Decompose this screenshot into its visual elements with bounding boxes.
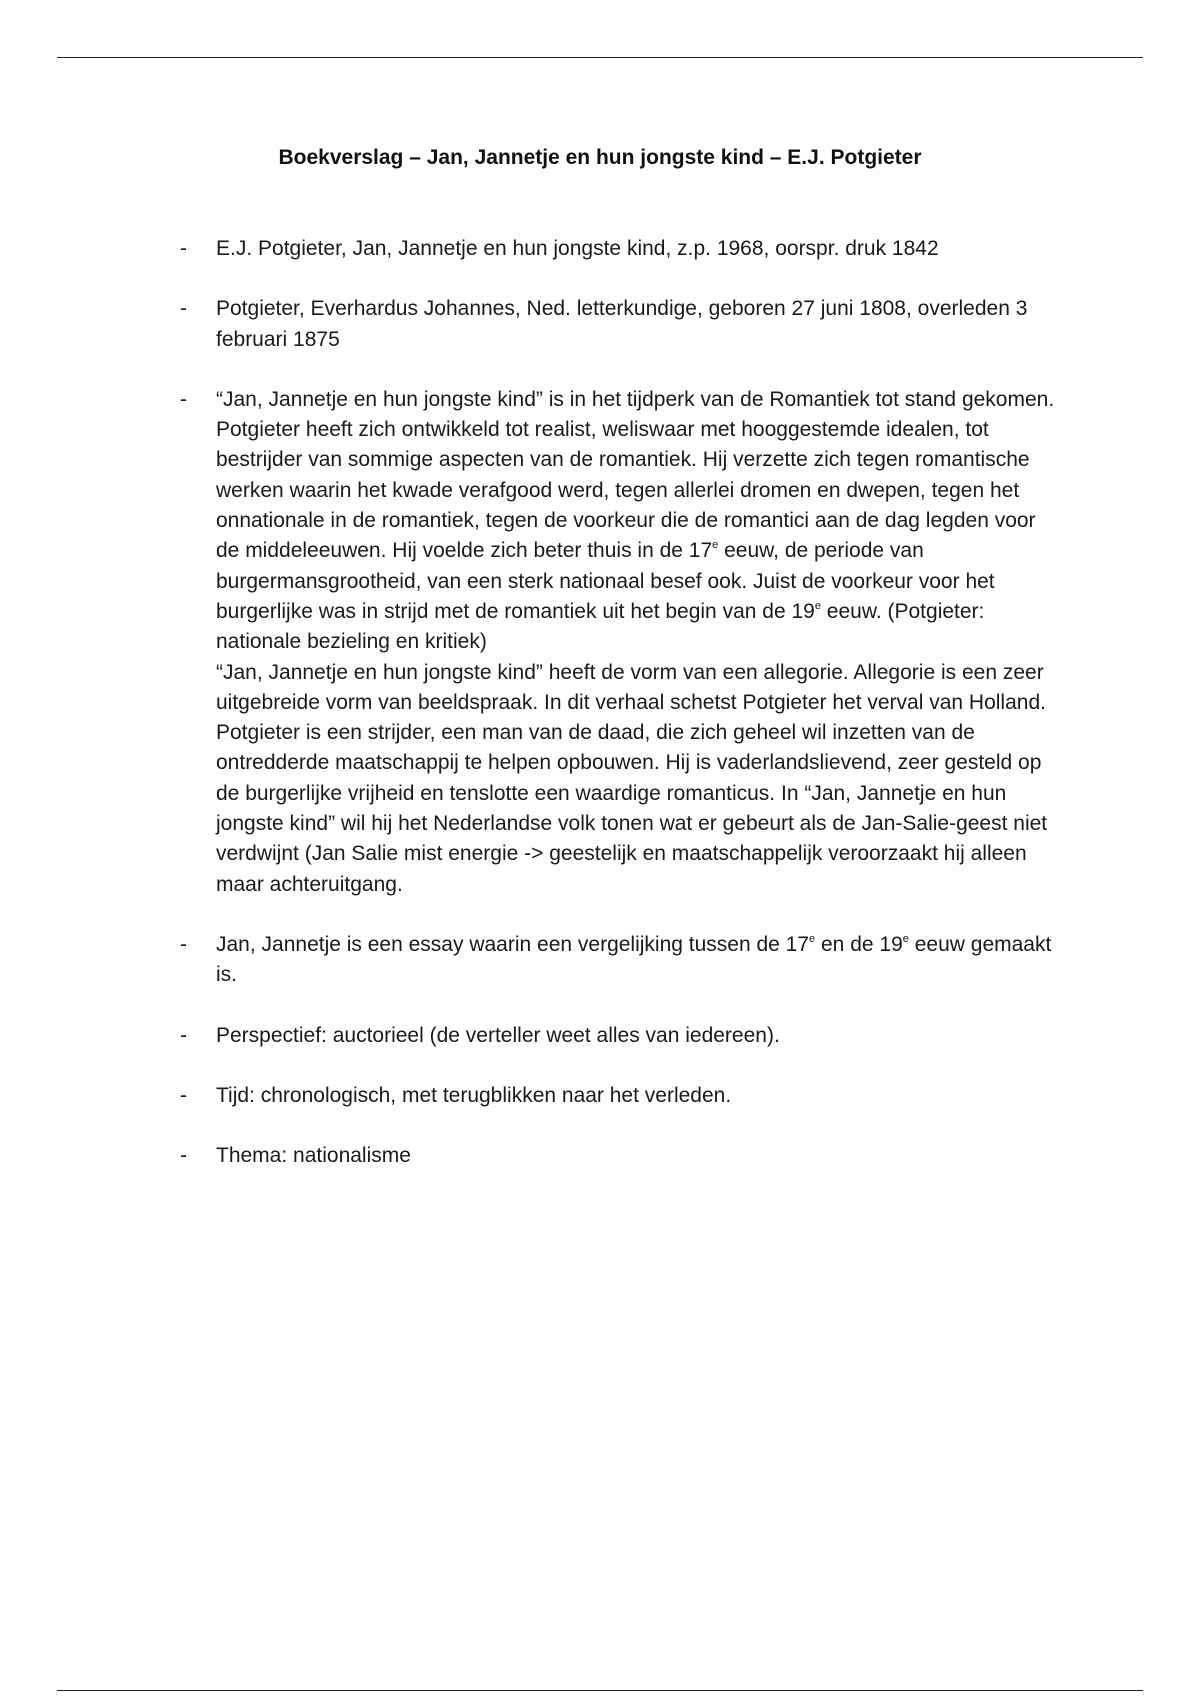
bullet-dash: -	[180, 297, 187, 321]
bullet-dash: -	[180, 1083, 187, 1107]
superscript: e	[712, 539, 719, 552]
document-title: Boekverslag – Jan, Jannetje en hun jongste kind – E.J. Potgieter	[278, 146, 922, 169]
superscript: e	[814, 599, 821, 612]
text-segment: Jan, Jannetje is een essay waarin een vergelijking tussen de 17	[216, 932, 810, 956]
item-paragraph: “Jan, Jannetje en hun jongste kind” heeft de vorm van een allegorie. Allegorie is een zeer uitgebreide vorm van beeldspraak. In dit verhaal schetst Potgieter het verval van Holland. Potgieter is een strijder, een man van de daad, die zich geheel wil inzetten van de ontredderde maatschappij te helpen opbouwen. Hij is vaderlandslievend, zeer gesteld op de burgerlijke vrijheid en tenslotte een waardige romanticus. In “Jan, Jannetje en hun jongste kind” wil hij het Nederlandse volk tonen wat er gebeurt als de Jan-Salie-geest niet verdwijnt (Jan Salie mist energie -> geestelijk en maatschappelijk veroorzaakt hij alleen maar achteruitgang.	[216, 660, 1048, 896]
list-item	[0, 930, 1200, 991]
text-segment: eeuw, de periode van burgermansgrootheid, van een sterk nationaal besef ook. Juist de voorkeur voor het burgerlijke was in strijd met de romantiek uit het begin van de 19	[216, 539, 995, 623]
superscript: e	[809, 932, 816, 945]
item-text: E.J. Potgieter, Jan, Jannetje en hun jongste kind, z.p. 1968, oorspr. druk 1842	[216, 237, 939, 260]
text-segment: en de 19	[815, 932, 903, 956]
list-item	[0, 1021, 1200, 1051]
bullet-dash: -	[180, 932, 187, 956]
item-text: Potgieter, Everhardus Johannes, Ned. letterkundige, geboren 27 juni 1808, overleden 3 februari 1875	[216, 297, 1028, 351]
bullet-list	[0, 234, 1200, 1201]
bullet-dash: -	[180, 387, 187, 411]
footer-rule	[57, 1690, 1143, 1691]
list-item	[0, 1081, 1200, 1111]
bullet-dash: -	[180, 1144, 187, 1168]
item-text	[216, 930, 1060, 991]
list-item	[0, 234, 1200, 264]
list-item	[0, 385, 1200, 900]
item-text: Tijd: chronologisch, met terugblikken naar het verleden.	[216, 1083, 732, 1107]
list-item	[0, 294, 1200, 355]
item-paragraph	[216, 385, 1060, 658]
text-segment: eeuw. (Potgieter: nationale bezieling en kritiek)	[216, 599, 985, 654]
bullet-dash: -	[180, 1023, 187, 1047]
header-rule	[57, 57, 1143, 58]
item-text: Perspectief: auctorieel (de verteller weet alles van iedereen).	[216, 1023, 780, 1047]
bullet-dash: -	[180, 237, 187, 260]
item-text: Thema: nationalisme	[216, 1144, 411, 1168]
text-segment: “Jan, Jannetje en hun jongste kind” is in het tijdperk van de Romantiek tot stand gekomen. Potgieter heeft zich ontwikkeld tot realist, weliswaar met hooggestemde idealen, tot bestrijder van sommige aspecten van de romantiek. Hij verzette zich tegen romantische werken waarin het kwade verafgood werd, tegen allerlei dromen en dwepen, tegen het onnationale in de romantiek, tegen de voorkeur die de romantici aan de dag legden voor de middeleeuwen. Hij voelde zich beter thuis in de 17	[216, 387, 1055, 563]
list-item	[0, 1141, 1200, 1171]
superscript: e	[902, 932, 909, 945]
text-segment: eeuw gemaakt is.	[216, 932, 1052, 987]
